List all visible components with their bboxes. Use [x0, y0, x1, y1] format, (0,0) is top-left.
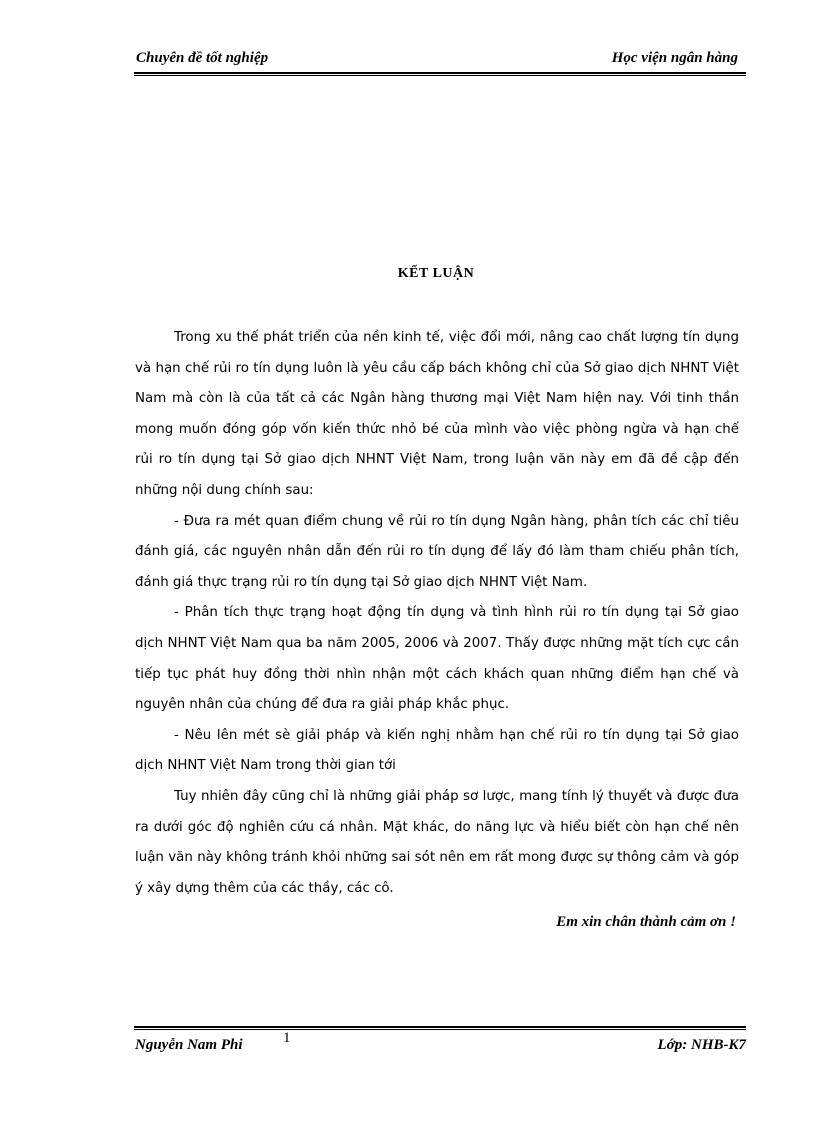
header-left-title: Chuyên đề tốt nghiệp	[136, 50, 269, 66]
page-number: 1	[283, 1030, 291, 1046]
page-title: KẾT LUẬN	[397, 266, 475, 281]
paragraph: - Nêu lên mét sè giải pháp và kiến nghị nhằm hạn chế rủi ro tín dụng tại Sở giao dịch NHNT Việt Nam trong thời gian tới	[135, 727, 739, 774]
paragraph: Trong xu thế phát triển của nền kinh tế, việc đổi mới, nâng cao chất lượng tín dụng và hạn chế rủi ro tín dụng luôn là yêu cầu cấp bách không chỉ của Sở giao dịch NHNT Việt Nam mà còn là của tất cả các Ngân hàng thương mại Việt Nam hiện nay. Với tinh thần mong muốn đóng góp vốn kiến thức nhỏ bé của mình vào việc phòng ngừa và hạn chế rủi ro tín dụng tại Sở giao dịch NHNT Việt Nam, trong luận văn này em đã đề cập đến những nội dung chính sau:	[135, 330, 739, 498]
document-body	[135, 323, 739, 904]
footer-class-label: Lớp: NHB-K7	[657, 1037, 746, 1053]
page-header	[134, 48, 738, 72]
paragraph: Tuy nhiên đây cũng chỉ là những giải pháp sơ lược, mang tính lý thuyết và được đưa ra dưới góc độ nghiên cứu cá nhân. Mặt khác, do năng lực và hiểu biết còn hạn chế nên luận văn này không tránh khỏi những sai sót nên em rất mong được sự thông cảm và góp ý xây dựng thêm của các thầy, các cô.	[135, 788, 739, 896]
header-right-title: Học viện ngân hàng	[611, 50, 738, 66]
footer-rule-thin	[134, 1029, 746, 1030]
paragraph: - Đưa ra mét quan điểm chung về rủi ro tín dụng Ngân hàng, phân tích các chỉ tiêu đánh giá, các nguyên nhân dẫn đến rủi ro tín dụng để lấy đó làm tham chiếu phân tích, đánh giá thực trạng rủi ro tín dụng tại Sở giao dịch NHNT Việt Nam.	[135, 513, 739, 590]
footer-rule-thick	[134, 1026, 746, 1028]
header-rule-thick	[134, 72, 746, 74]
paragraph: - Phân tích thực trạng hoạt động tín dụng và tình hình rủi ro tín dụng tại Sở giao dịch NHNT Việt Nam qua ba năm 2005, 2006 và 2007. Thấy được những mặt tích cực cần tiếp tục phát huy đồng thời nhìn nhận một cách khách quan những điểm hạn chế và nguyên nhân của chúng để đưa ra giải pháp khắc phục.	[135, 605, 739, 713]
closing-thanks: Em xin chân thành cảm ơn !	[556, 914, 736, 930]
header-rule-thin	[134, 75, 746, 76]
footer-author-name: Nguyễn Nam Phi	[135, 1037, 243, 1053]
